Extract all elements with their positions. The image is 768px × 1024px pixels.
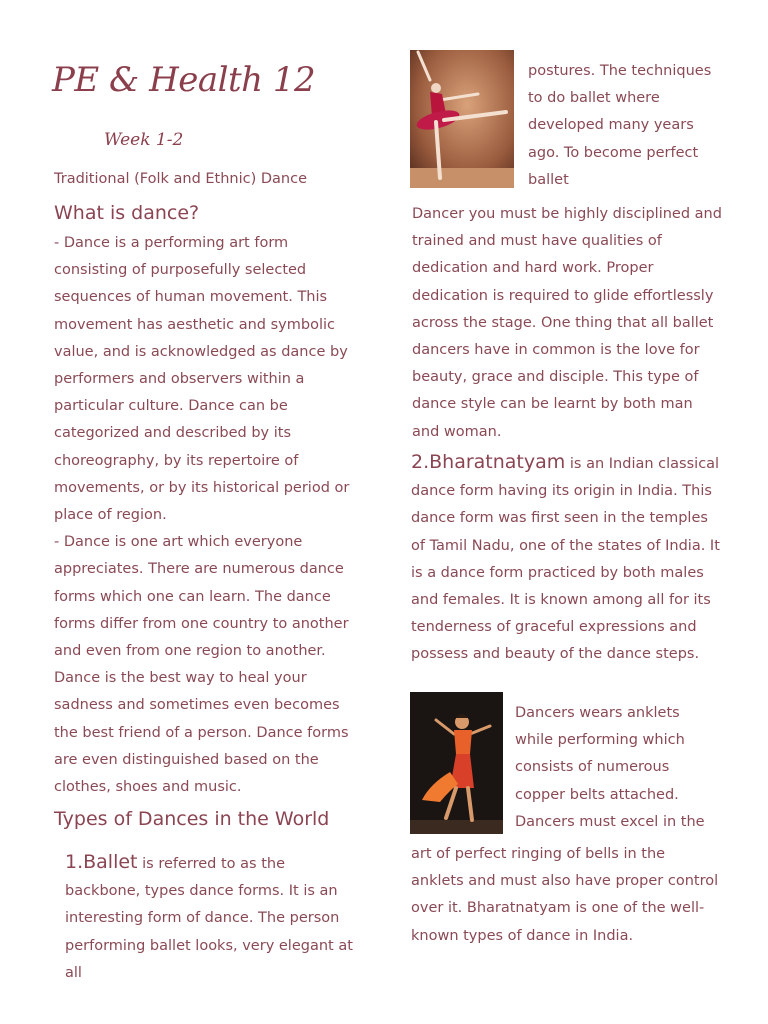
heading-types-of-dances: Types of Dances in the World (54, 808, 330, 830)
page-title: PE & Health 12 (52, 60, 316, 100)
what-is-dance-paragraph-2: - Dance is one art which everyone appreciates. There are numerous dance forms which one can learn. The dance forms differ from one country to another and even from one region to another. Dance is the best way to heal your sadness and sometimes even becomes the best friend of a person. Dance forms are even distinguished based on the clothes, shoes and music. (54, 534, 349, 796)
what-is-dance-paragraph-1: - Dance is a performing art form consisting of purposefully selected sequences of human movement. This movement has aesthetic and symbolic value, and is acknowledged as dance by performers and observers within a particular culture. Dance can be categorized and described by its choreography, by its repertoire of movements, or by its historical period or place of region. (54, 235, 350, 524)
ballet-dancer-illustration (410, 50, 514, 188)
bharatnatyam-paragraph (411, 449, 721, 669)
bharatnatyam-dancer-photo (410, 692, 503, 834)
ballet-text-continued-2: Dancer you must be highly disciplined and trained and must have qualities of dedication and hard work. Proper dedication is required to glide effortlessly across the stage. One thing that all ballet dancers have in common is the love for beauty, grace and disciple. This type of dance style can be learnt by both man and woman. (412, 206, 722, 440)
what-is-dance-text (54, 230, 354, 801)
ballet-paragraph (65, 849, 355, 987)
ballet-text-continued-1: postures. The techniques to do ballet where developed many years ago. To become perfect ballet (528, 63, 712, 188)
bharatnatyam-dancer-illustration (410, 692, 503, 834)
ballet-title: 1.Ballet (65, 851, 138, 873)
week-label: Week 1-2 (104, 130, 184, 150)
ballet-dancer-photo (410, 50, 514, 188)
bharatnatyam-text-continued-1: Dancers wears anklets while performing which consists of numerous copper belts attached. Dancers must excel in the (515, 705, 705, 830)
bharatnatyam-intro-text: is an Indian classical dance form having its origin in India. This dance form was first seen in the temples of Tamil Nadu, one of the states of India. It is a dance form practiced by both males and females. It is known among all for its tenderness of graceful expressions and possess and beauty of the dance steps. (411, 456, 720, 663)
page-subtitle: Traditional (Folk and Ethnic) Dance (54, 171, 308, 187)
ballet-intro-text: is referred to as the backbone, types dance forms. It is an interesting form of dance. The person performing ballet looks, very elegant at all (65, 856, 353, 981)
bharatnatyam-text-continued-2: art of perfect ringing of bells in the anklets and must also have proper control over it. Bharatnatyam is one of the well-known types of dance in India. (411, 846, 719, 944)
heading-what-is-dance: What is dance? (54, 202, 200, 224)
bharatnatyam-title: 2.Bharatnatyam (411, 451, 566, 473)
